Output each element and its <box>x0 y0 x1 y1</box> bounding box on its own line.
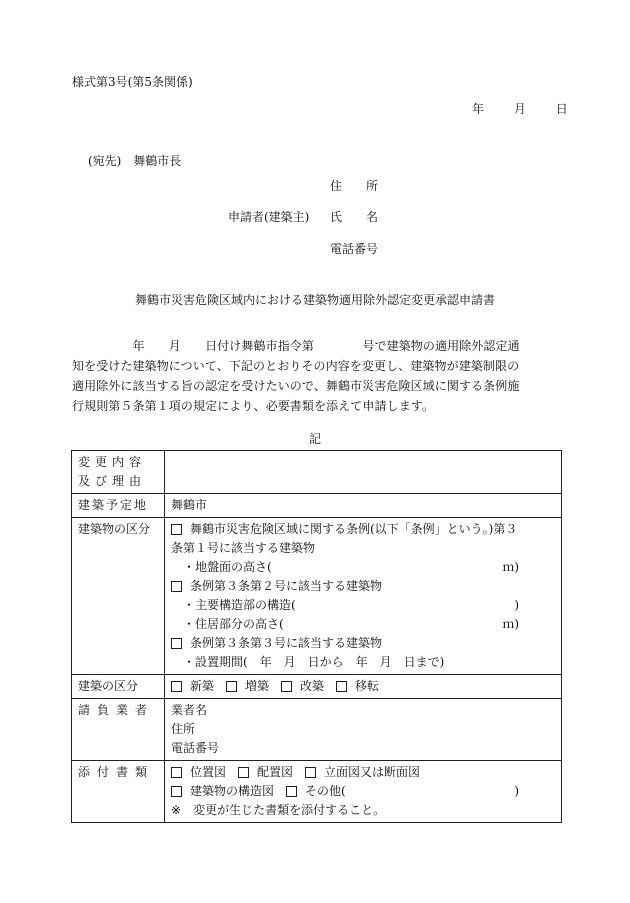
site-value[interactable]: 舞鶴市 <box>165 494 562 518</box>
date-day: 日 <box>555 102 568 116</box>
change-value-cell[interactable] <box>165 451 562 494</box>
structure-close: ) <box>514 598 519 612</box>
attach-option-layout[interactable] <box>238 763 293 782</box>
class-option-2-text: 条例第３条第２号に該当する建築物 <box>190 579 383 593</box>
build-option-rebuild[interactable] <box>281 677 324 696</box>
build-option-label: 新築 <box>190 679 215 693</box>
addressee <box>88 152 181 169</box>
body-line: 適用除外に該当する旨の認定を受けたいので、舞鶴市災害危険区域に関する条例施 <box>72 379 520 393</box>
date-year: 年 <box>472 102 485 116</box>
build-label: 建築の区分 <box>72 675 165 699</box>
class-label: 建築物の区分 <box>72 518 165 675</box>
attach-note <box>171 801 557 820</box>
body-line: 行規則第５条第１項の規定により、必要書類を添えて申請します。 <box>72 399 435 413</box>
build-option-extend[interactable] <box>226 677 269 696</box>
ground-height-label: ・地盤面の高さ( <box>183 560 272 574</box>
contractor-label: 請負業者 <box>72 699 165 761</box>
attach-option-other[interactable] <box>286 782 519 801</box>
class-option-1-cont: 条第１号に該当する建築物 <box>171 541 316 555</box>
contractor-phone[interactable]: 電話番号 <box>171 741 220 755</box>
build-option-new[interactable] <box>171 677 214 696</box>
attach-option-structure[interactable] <box>171 782 274 801</box>
phone-label: 電話番号 <box>330 242 379 256</box>
installation-period: ・設置期間( 年 月 日から 年 月 日まで) <box>183 655 445 669</box>
ki-heading: 記 <box>308 432 321 446</box>
contractor-address[interactable]: 住所 <box>171 722 196 736</box>
applicant-label: 申請者(建築主) <box>228 210 310 224</box>
table-row <box>72 761 562 823</box>
table-row <box>72 494 562 518</box>
attach-option-location[interactable] <box>171 763 226 782</box>
class-value-cell <box>165 518 562 675</box>
attach-note-text: 変更が生じた書類を添付すること。 <box>193 803 386 817</box>
structure-line <box>171 596 557 615</box>
checkbox-icon[interactable] <box>171 638 182 649</box>
table-row <box>72 675 562 699</box>
build-option-label: 移転 <box>355 679 380 693</box>
checkbox-icon[interactable] <box>171 767 182 778</box>
build-option-relocate[interactable] <box>336 677 379 696</box>
build-option-label: 増築 <box>245 679 270 693</box>
attach-option-label: 建築物の構造図 <box>190 784 275 798</box>
change-label-cell <box>72 451 165 494</box>
body-line: 年 月 日付け舞鶴市指令第 号で建築物の適用除外認定通 <box>72 339 520 353</box>
checkbox-icon[interactable] <box>171 524 182 535</box>
contractor-name[interactable]: 業者名 <box>171 703 208 717</box>
table-row <box>72 518 562 675</box>
application-table <box>71 450 562 823</box>
contractor-value-cell <box>165 699 562 761</box>
class-option-1-text: 舞鶴市災害危険区域に関する条例(以下「条例」という。)第３ <box>190 522 518 536</box>
checkbox-icon[interactable] <box>171 786 182 797</box>
name-label: 氏 名 <box>330 210 379 224</box>
attachment-value-cell <box>165 761 562 823</box>
date-line <box>472 100 568 117</box>
attachment-label: 添付書類 <box>72 761 165 823</box>
checkbox-icon[interactable] <box>171 681 182 692</box>
table-row <box>72 699 562 761</box>
class-option-1[interactable] <box>171 520 557 539</box>
attach-option-elevation[interactable] <box>305 763 420 782</box>
form-number: 様式第3号(第5条関係) <box>72 75 193 89</box>
change-label-2: 及び理由 <box>78 474 147 488</box>
build-option-label: 改築 <box>300 679 325 693</box>
structure-label: ・主要構造部の構造( <box>183 598 296 612</box>
attach-option-label: その他( <box>305 784 346 798</box>
change-label-1: 変更内容 <box>78 455 147 469</box>
date-month: 月 <box>513 102 526 116</box>
attach-option-label: 配置図 <box>257 765 294 779</box>
table-row <box>72 451 562 494</box>
body-line: 知を受けた建築物について、下記のとおりその内容を変更し、建築物が建築制限の <box>72 359 520 373</box>
checkbox-icon[interactable] <box>305 767 316 778</box>
note-mark: ※ <box>171 803 182 817</box>
attach-option-label: 位置図 <box>190 765 227 779</box>
checkbox-icon[interactable] <box>226 681 237 692</box>
residence-height-line <box>171 615 557 634</box>
residence-height-label: ・住居部分の高さ( <box>183 617 284 631</box>
class-option-3[interactable] <box>171 634 557 653</box>
addressee-prefix: (宛先) <box>88 154 122 168</box>
checkbox-icon[interactable] <box>238 767 249 778</box>
checkbox-icon[interactable] <box>336 681 347 692</box>
address-label: 住 所 <box>330 179 379 193</box>
document-title: 舞鶴市災害危険区域内における建築物適用除外認定変更承認申請書 <box>134 293 495 307</box>
class-option-3-text: 条例第３条第３号に該当する建築物 <box>190 636 383 650</box>
body-paragraph <box>72 336 574 416</box>
build-value-cell <box>165 675 562 699</box>
checkbox-icon[interactable] <box>281 681 292 692</box>
class-option-2[interactable] <box>171 577 557 596</box>
ground-height-line <box>171 558 557 577</box>
checkbox-icon[interactable] <box>171 581 182 592</box>
site-label: 建築予定地 <box>72 494 165 518</box>
attach-other-close: ) <box>514 784 519 798</box>
attach-option-label: 立面図又は断面図 <box>324 765 421 779</box>
addressee-name: 舞鶴市長 <box>133 154 182 168</box>
checkbox-icon[interactable] <box>286 786 297 797</box>
ground-height-unit: ｍ) <box>502 560 519 574</box>
residence-height-unit: ｍ) <box>502 617 519 631</box>
